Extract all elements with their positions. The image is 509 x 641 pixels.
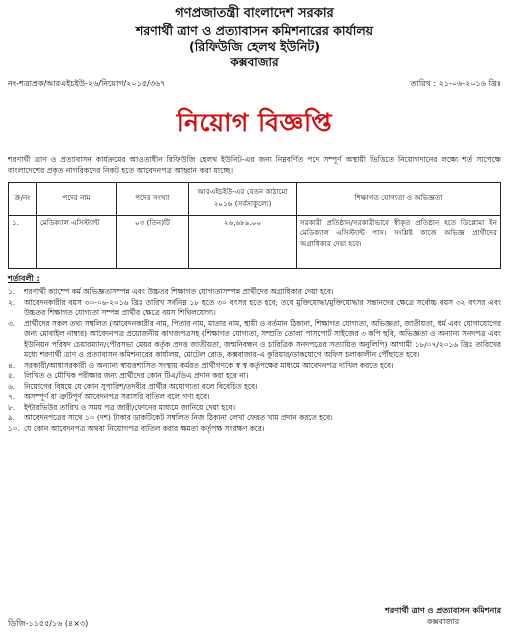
table-row xyxy=(9,215,501,268)
condition-text: শরণার্থী ক্যাম্পে কর্ম অভিজ্ঞতাসম্পন্ন এবং উচ্চতর শিক্ষাগত যোগ্যতাসম্পন্ন প্রার্থীদের অগ্রাধিকার দেয়া হবে। xyxy=(24,286,334,296)
conditions-section xyxy=(0,273,509,434)
condition-number: ৮. xyxy=(8,402,16,412)
signatory-title: শরণার্থী ত্রাণ ও প্রত্যাবাসন কমিশনার xyxy=(385,606,501,615)
list-item xyxy=(8,403,501,414)
memo-number: নং-শত্রাপ্রক/আরএইচইউ-২৬/নিয়োগ/২০১৫/৩৬৭ xyxy=(8,78,166,88)
condition-text: প্রার্থীদের সকল তথ্য সম্বলিত (আবেদনকারীর নাম, পিতার নাম, মাতার নাম, স্থায়ী ও বর্তমান ঠিকানা, শিক্ষাগত যোগ্যতা, অভিজ্ঞতা, জাতীয়তা, ধর্ম এবং যোগাযোগের জন্য মোবাইল নাম্বার) আবেদনপত্র প্রয়োজনীয় কাগজপত্রসহ (শিক্ষাগত যোগ্যতা, সম্প্রতি তোলা পাসপোর্ট সাইজের ৩ কপি ছবি, অভিজ্ঞতা ও অন্যান্য সনদপত্র এবং ইউনিয়ন পরিষদ চেয়ারম্যান/পৌরসভা মেয়র কর্তৃক প্রদত্ত জাতীয়তা, জন্মনিবন্ধন ও চারিত্রিক সনদপত্রের সত্যায়িত অনুলিপি) আগামী ১৮/০৭/২০১৬ খ্রিঃ তারিখের মধ্যে শরণার্থী ত্রাণ ও প্রত্যাবাসন কমিশনারের কার্যালয়, মোটেল রোড, কক্সবাজার-এ কুরিয়ার/ডাকযোগে অফিস চলাকালীন পৌঁছাতে হবে। xyxy=(24,318,501,360)
list-item xyxy=(8,424,501,435)
condition-number: ৬. xyxy=(8,381,16,391)
row-qualification: সরকারী প্রতিষ্ঠান/সরকারীভাবে স্বীকৃত প্রতিষ্ঠান হতে ডিপ্লোমা ইন মেডিক্যাল এসিস্ট্যান্ট পাস। সংশ্লিষ্ট কাজে অভিজ্ঞ প্রার্থীদের অগ্রাধিকার দেয়া হবে। xyxy=(297,215,501,268)
condition-text: লিখিত ও মৌখিক পরীক্ষার জন্য প্রার্থীদের কোন টিএ/ডিএ প্রদান করা হবে না। xyxy=(24,371,249,381)
conditions-heading: শর্তাবলী : xyxy=(8,273,40,283)
header-government: গণপ্রজাতন্ত্রী বাংলাদেশ সরকার xyxy=(175,6,334,21)
condition-number: ৪. xyxy=(8,360,16,370)
condition-number: ৩. xyxy=(8,318,16,328)
condition-text: সরকারী/আধাসরকারী ও অন্যান্য স্বায়ত্তশাসিত সংস্থায় কর্মরত প্রার্থীগণকে স্ব স্ব কর্তৃপক্ষের মাধ্যমে আবেদনপত্র দাখিল করতে হবে। xyxy=(24,360,394,370)
col-serial: ক্র/নং xyxy=(9,182,37,215)
posts-table xyxy=(8,182,501,269)
header-location: কক্সবাজার xyxy=(230,54,279,69)
signature-block xyxy=(385,605,501,627)
row-serial: ১. xyxy=(9,215,37,268)
col-salary: আরএইচইউ-এর বেতন কাঠামো ২০১৬ (সর্বসাকুল্যে) xyxy=(189,182,297,215)
list-item xyxy=(8,319,501,361)
condition-number: ১. xyxy=(8,286,16,296)
row-salary: ২৬,৬৮৯.০০ xyxy=(189,215,297,268)
list-item xyxy=(8,382,501,393)
row-post-count: ০৩ (তিন)টি xyxy=(117,215,189,268)
condition-number: ৯. xyxy=(8,413,16,423)
conditions-list xyxy=(8,287,501,434)
row-post-name: মেডিক্যাল এসিস্ট্যান্ট xyxy=(37,215,117,268)
list-item xyxy=(8,371,501,382)
col-qualification: শিক্ষাগত যোগ্যতা ও অভিজ্ঞতা xyxy=(297,182,501,215)
condition-text: ইন্টারভিউর তারিখ ও সময় পত্র জারী/ফোনের মাধ্যমে জানিয়ে দেয়া হবে। xyxy=(24,402,236,412)
condition-number: ৭. xyxy=(8,392,16,402)
condition-text: আবেদনপত্রের সাথে ১০ (দশ) টাকার ডাকটিকেট সম্বলিত নিজ ঠিকানা লেখা ফেরত খাম প্রদান করতে হবে। xyxy=(24,413,333,423)
notice-title: নিয়োগ বিজ্ঞপ্তি xyxy=(176,107,333,137)
list-item xyxy=(8,298,501,319)
intro-paragraph: শরণার্থী ত্রাণ ও প্রত্যাবাসন কার্যক্রমের আওতাধীন রিফিউজি হেলথ ইউনিট-এর জন্য নিম্নবর্ণিত পদে সম্পূর্ণ অস্থায়ী ভিত্তিতে নিয়োগদানের লক্ষ্যে শর্ত সাপেক্ষে বাংলাদেশের প্রকৃত নাগরিকদের নিকট হতে আবেদনপত্র আহ্বান করা যাচ্ছে। xyxy=(8,154,501,175)
header-unit: (রিফিউজি হেলথ ইউনিট) xyxy=(189,38,320,54)
condition-text: আবেদনকারীর বয়স ৩০-০৬-২০১৬ খ্রিঃ তারিখ সর্বনিম্ন ১৮ হতে ৩০ বৎসর হতে হবে; তবে মুক্তিযোদ্ধা/মুক্তিযোদ্ধার সন্তানদের ক্ষেত্রে সর্বোচ্চ বয়স ৩২ বৎসর এবং উচ্চতর শিক্ষাগত যোগ্যতা সম্পন্ন প্রার্থীর ক্ষেত্রে বয়স শিথিলযোগ্য। xyxy=(24,297,501,318)
condition-text: যে কোন আবেদনপত্র অথবা নিয়োগপত্র বাতিল করার ক্ষমতা কর্তৃপক্ষ সংরক্ষণ করে। xyxy=(24,423,265,433)
col-post-count: পদের সংখ্যা xyxy=(117,182,189,215)
condition-number: ৫. xyxy=(8,371,16,381)
condition-text: নিয়োগের বিষয়ে যে কোন সুপারিশ/তদবীর প্রার্থীর অযোগ্যতা বলে বিবেচিত হবে। xyxy=(24,381,258,391)
notice-footer xyxy=(8,605,501,635)
col-post-name: পদের নাম xyxy=(37,182,117,215)
header-office: শরণার্থী ত্রাণ ও প্রত্যাবাসন কমিশনারের কার্যালয় xyxy=(135,22,374,38)
office-header xyxy=(0,6,509,70)
table-header-row xyxy=(9,182,501,215)
memo-date: তারিখ : ২১-০৬-২০১৬ খ্রিঃ xyxy=(410,78,501,88)
reference-line xyxy=(0,78,509,91)
list-item xyxy=(8,361,501,372)
dg-code: ডিজি-১১৫৫/১৬ (৪×৩) xyxy=(8,619,89,628)
signatory-place: কক্সবাজার xyxy=(427,617,460,627)
list-item xyxy=(8,287,501,298)
list-item xyxy=(8,392,501,403)
list-item xyxy=(8,413,501,424)
condition-text: অসম্পূর্ণ বা ত্রুটিপূর্ণ আবেদনপত্র সরাসরি বাতিল বলে গণ্য হবে। xyxy=(24,392,210,402)
condition-number: ২. xyxy=(8,297,16,307)
condition-number: ১০. xyxy=(8,423,20,433)
